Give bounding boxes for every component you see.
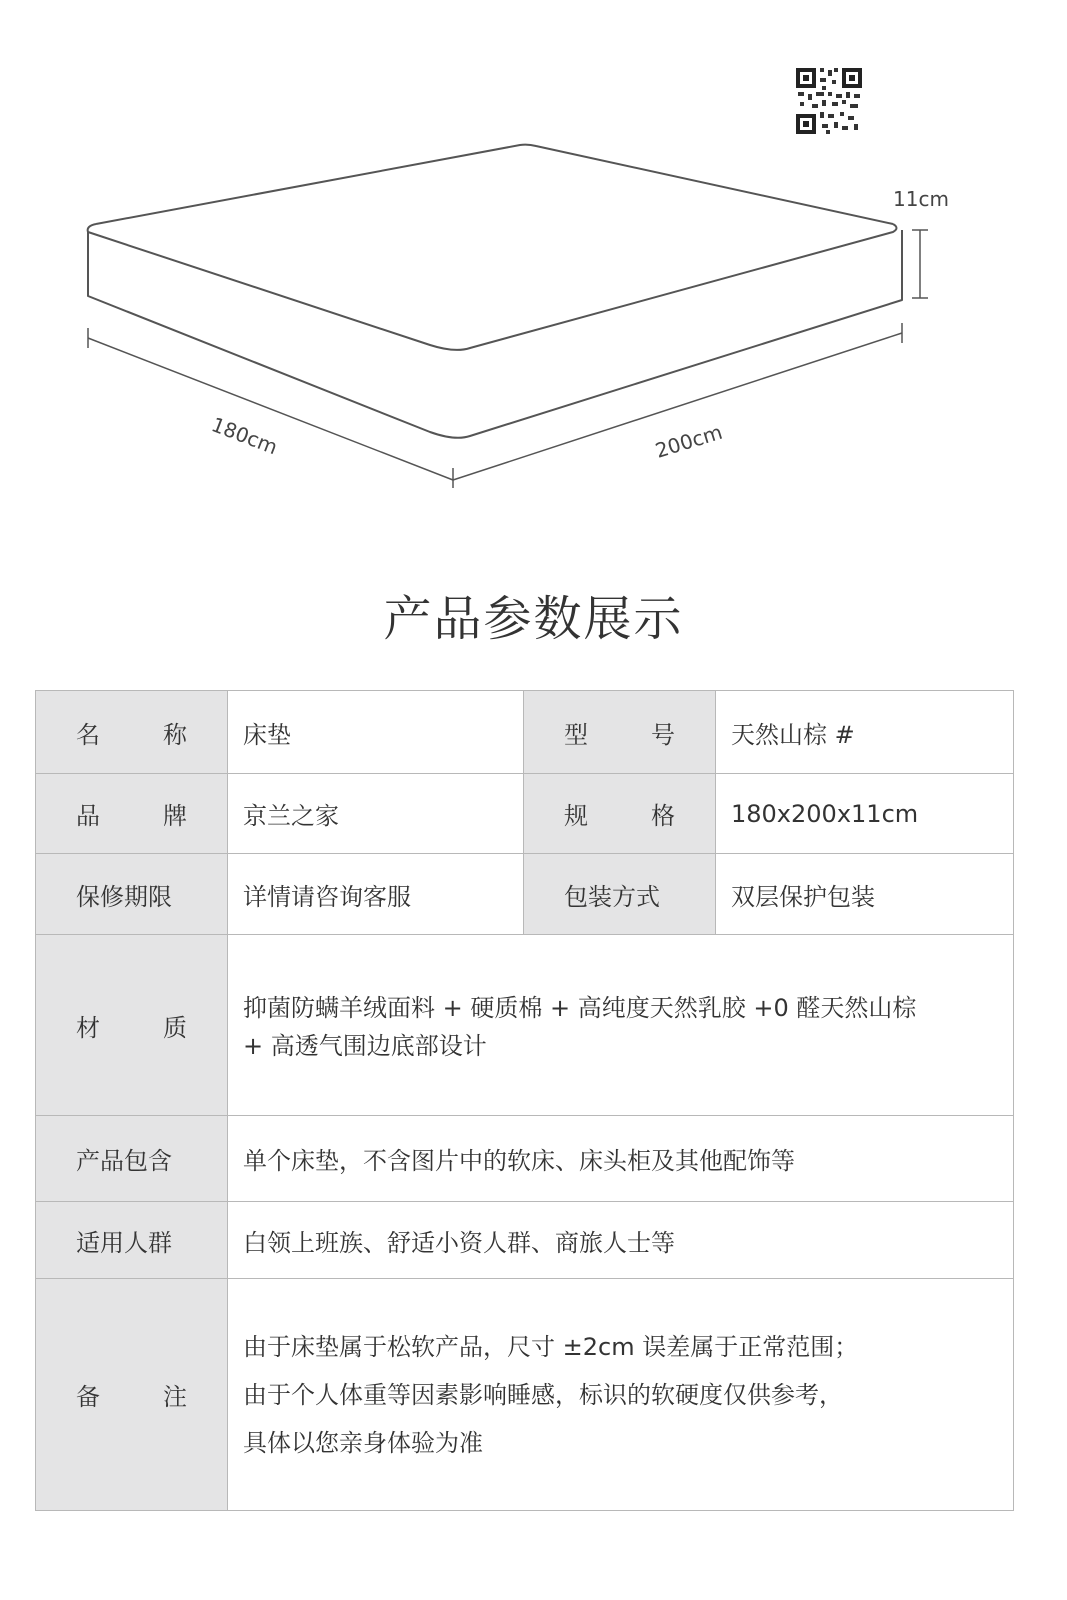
model-value: 天然山棕 #	[716, 691, 1014, 774]
table-row	[36, 1116, 1014, 1202]
model-label: 型 号	[524, 691, 716, 774]
notes-value: 由于床垫属于松软产品，尺寸 ±2cm 误差属于正常范围； 由于个人体重等因素影响睡感，标识的软硬度仅供参考， 具体以您亲身体验为准	[228, 1279, 1014, 1511]
mattress-outline	[88, 145, 902, 438]
audience-value: 白领上班族、舒适小资人群、商旅人士等	[228, 1202, 1014, 1279]
brand-value: 京兰之家	[228, 774, 524, 854]
name-value: 床垫	[228, 691, 524, 774]
length-label: 200cm	[652, 419, 726, 463]
contents-value: 单个床垫，不含图片中的软床、床头柜及其他配饰等	[228, 1116, 1014, 1202]
packaging-label: 包装方式	[524, 854, 716, 935]
width-label: 180cm	[208, 412, 281, 460]
height-label: 11cm	[893, 187, 949, 211]
page-title: 产品参数展示	[383, 591, 684, 647]
contents-label: 产品包含	[36, 1116, 228, 1202]
material-label: 材 质	[36, 935, 228, 1116]
material-value: 抑菌防螨羊绒面料 + 硬质棉 + 高纯度天然乳胶 +0 醛天然山棕 + 高透气围边底部设计	[228, 935, 1014, 1116]
width-dimension	[88, 328, 453, 488]
height-dimension	[912, 230, 928, 298]
packaging-value: 双层保护包装	[716, 854, 1014, 935]
table-row	[36, 774, 1014, 854]
notes-label: 备 注	[36, 1279, 228, 1511]
name-label: 名 称	[36, 691, 228, 774]
mattress-diagram	[0, 0, 1067, 540]
size-value: 180x200x11cm	[716, 774, 1014, 854]
size-label: 规 格	[524, 774, 716, 854]
warranty-value: 详情请咨询客服	[228, 854, 524, 935]
table-row	[36, 1202, 1014, 1279]
spec-table	[35, 690, 1014, 1511]
brand-label: 品 牌	[36, 774, 228, 854]
qr-code-icon	[796, 68, 862, 134]
table-row	[36, 691, 1014, 774]
warranty-label: 保修期限	[36, 854, 228, 935]
table-row	[36, 1279, 1014, 1511]
table-row	[36, 854, 1014, 935]
table-row	[36, 935, 1014, 1116]
audience-label: 适用人群	[36, 1202, 228, 1279]
